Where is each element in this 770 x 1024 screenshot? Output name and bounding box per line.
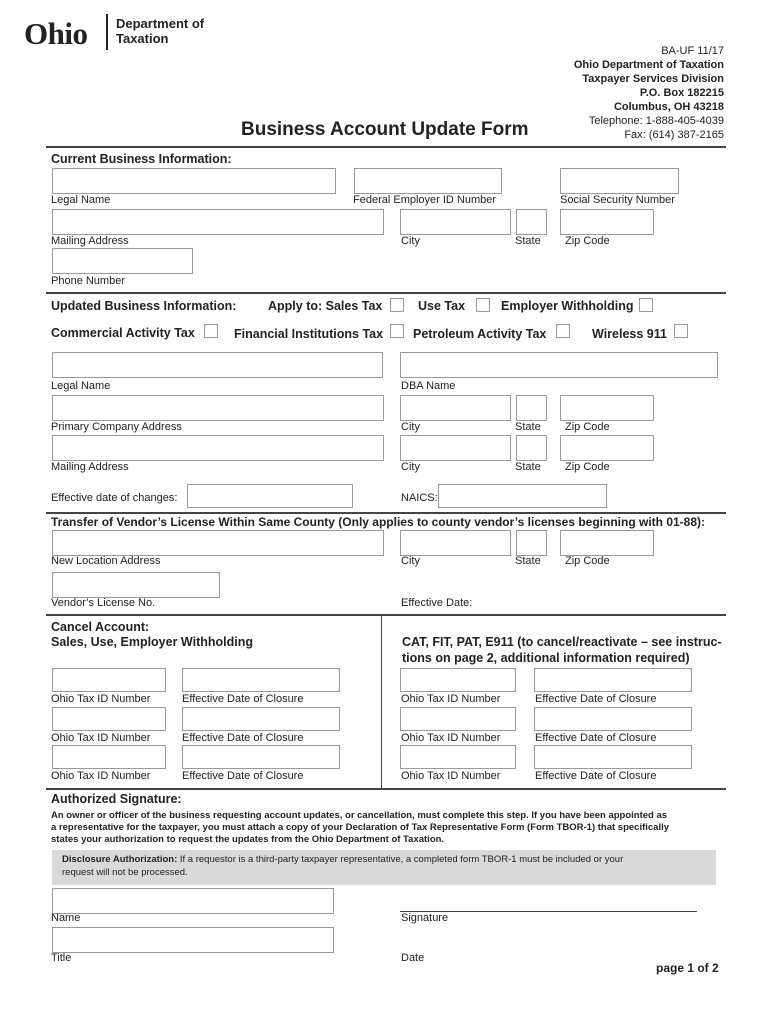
signature-instructions <box>51 810 669 846</box>
updated-mailing-address-label: Mailing Address <box>51 461 129 473</box>
signature-heading: Authorized Signature: <box>51 792 182 806</box>
signer-title-label: Title <box>51 952 72 964</box>
updated-legal-name-field[interactable] <box>52 352 383 378</box>
po-box: P.O. Box 182215 <box>639 87 724 99</box>
updated-mailing-city-label: City <box>401 461 420 473</box>
updated-mailing-state-label: State <box>515 461 541 473</box>
transfer-effective-date-label: Effective Date: <box>401 597 473 609</box>
current-legal-name-label: Legal Name <box>51 194 111 206</box>
current-city-label: City <box>401 235 420 247</box>
disclosure-label: Disclosure Authorization: <box>62 854 178 865</box>
divider <box>46 512 726 514</box>
petroleum-activity-checkbox[interactable] <box>556 324 570 338</box>
updated-heading: Updated Business Information: <box>51 299 237 313</box>
cancel-right-heading-line1: CAT, FIT, PAT, E911 (to cancel/reactivate – see instruc- <box>402 635 722 649</box>
fax: Fax: (614) 387-2165 <box>624 129 724 141</box>
signature-text-line3: states your authorization to request the updates from the Ohio Department of Taxation. <box>51 834 445 845</box>
updated-mailing-state-field[interactable] <box>516 435 547 461</box>
primary-zip-label: Zip Code <box>565 421 610 433</box>
page-number: page 1 of 2 <box>656 961 719 975</box>
city-line: Columbus, OH 43218 <box>613 101 724 113</box>
cancel-tax-id-field[interactable] <box>52 745 166 769</box>
updated-legal-name-label: Legal Name <box>51 380 111 392</box>
effective-date-label: Effective date of changes: <box>51 492 178 504</box>
cancel-cat-closure-date-label: Effective Date of Closure <box>535 770 657 782</box>
telephone: Telephone: 1-888-405-4039 <box>588 115 724 127</box>
cancel-cat-tax-id-field[interactable] <box>400 745 516 769</box>
current-state-label: State <box>515 235 541 247</box>
cancel-closure-date-field[interactable] <box>182 707 340 731</box>
financial-institutions-checkbox[interactable] <box>390 324 404 338</box>
transfer-city-label: City <box>401 555 420 567</box>
logo-word: Ohio <box>24 16 88 51</box>
primary-city-field[interactable] <box>400 395 511 421</box>
divider <box>46 788 726 790</box>
use-tax-checkbox[interactable] <box>476 298 490 312</box>
primary-city-label: City <box>401 421 420 433</box>
employer-withholding-label: Employer Withholding <box>501 299 634 313</box>
cancel-cat-closure-date-label: Effective Date of Closure <box>535 693 657 705</box>
wireless-911-checkbox[interactable] <box>674 324 688 338</box>
cancel-cat-tax-id-field[interactable] <box>400 707 516 731</box>
current-phone-field[interactable] <box>52 248 193 274</box>
cancel-closure-date-label: Effective Date of Closure <box>182 693 304 705</box>
date-label: Date <box>401 952 425 964</box>
current-fein-field[interactable] <box>354 168 502 194</box>
current-fein-label: Federal Employer ID Number <box>353 194 497 206</box>
cancel-closure-date-label: Effective Date of Closure <box>182 732 304 744</box>
cancel-tax-id-field[interactable] <box>52 668 166 692</box>
transfer-zip-field[interactable] <box>560 530 654 556</box>
signer-title-field[interactable] <box>52 927 334 953</box>
current-zip-label: Zip Code <box>565 235 610 247</box>
logo-divider <box>106 14 108 50</box>
employer-withholding-checkbox[interactable] <box>639 298 653 312</box>
current-ssn-field[interactable] <box>560 168 679 194</box>
use-tax-label: Use Tax <box>418 299 466 313</box>
cancel-closure-date-label: Effective Date of Closure <box>182 770 304 782</box>
primary-address-label: Primary Company Address <box>51 421 182 433</box>
cancel-closure-date-field[interactable] <box>182 668 340 692</box>
vendor-license-field[interactable] <box>52 572 220 598</box>
logo-dept-line2: Taxation <box>116 31 169 46</box>
current-mailing-address-field[interactable] <box>52 209 384 235</box>
signer-name-label: Name <box>51 912 81 924</box>
cancel-cat-tax-id-label: Ohio Tax ID Number <box>401 732 501 744</box>
cancel-right-heading-line2: tions on page 2, additional information required) <box>402 651 690 665</box>
apply-sales-tax-label: Apply to: Sales Tax <box>268 299 383 313</box>
signature-text-line2: a representative for the taxpayer, you must attach a copy of your Declaration of Tax Representative Form (Form TBOR-1) that specifically <box>51 822 670 833</box>
wireless-911-label: Wireless 911 <box>592 327 667 341</box>
signature-label: Signature <box>401 912 449 924</box>
disclosure-text-line2: request will not be processed. <box>62 867 188 878</box>
updated-mailing-address-field[interactable] <box>52 435 384 461</box>
divider <box>46 292 726 294</box>
cancel-cat-tax-id-field[interactable] <box>400 668 516 692</box>
cancel-closure-date-field[interactable] <box>182 745 340 769</box>
cancel-heading: Cancel Account: <box>51 620 150 634</box>
current-city-field[interactable] <box>400 209 511 235</box>
disclosure-text <box>62 853 623 879</box>
new-location-label: New Location Address <box>51 555 161 567</box>
cancel-cat-tax-id-label: Ohio Tax ID Number <box>401 693 501 705</box>
transfer-state-label: State <box>515 555 541 567</box>
cancel-cat-closure-date-field[interactable] <box>534 668 692 692</box>
financial-institutions-label: Financial Institutions Tax <box>234 327 384 341</box>
disclosure-text-line1: If a requestor is a third-party taxpayer representative, a completed form TBOR-1 must be included or your <box>177 854 624 865</box>
new-location-field[interactable] <box>52 530 384 556</box>
effective-date-field[interactable] <box>187 484 353 508</box>
form-code: BA-UF 11/17 <box>661 45 724 57</box>
cancel-tax-id-label: Ohio Tax ID Number <box>51 770 151 782</box>
signer-name-field[interactable] <box>52 888 334 914</box>
cancel-subheading: Sales, Use, Employer Withholding <box>51 635 254 649</box>
agency-address <box>574 44 724 142</box>
primary-state-field[interactable] <box>516 395 547 421</box>
primary-zip-field[interactable] <box>560 395 654 421</box>
primary-state-label: State <box>515 421 541 433</box>
updated-mailing-zip-field[interactable] <box>560 435 654 461</box>
form-title: Business Account Update Form <box>241 119 529 140</box>
updated-dba-name-label: DBA Name <box>401 380 456 392</box>
cancel-cat-closure-date-field[interactable] <box>534 707 692 731</box>
current-ssn-label: Social Security Number <box>560 194 675 206</box>
naics-field[interactable] <box>438 484 607 508</box>
cancel-cat-closure-date-label: Effective Date of Closure <box>535 732 657 744</box>
current-state-field[interactable] <box>516 209 547 235</box>
current-mailing-address-label: Mailing Address <box>51 235 129 247</box>
transfer-city-field[interactable] <box>400 530 511 556</box>
naics-label: NAICS: <box>401 492 438 504</box>
cancel-tax-id-field[interactable] <box>52 707 166 731</box>
divider <box>46 614 726 616</box>
agency-name: Ohio Department of Taxation <box>573 59 724 71</box>
primary-address-field[interactable] <box>52 395 384 421</box>
sales-tax-checkbox[interactable] <box>390 298 404 312</box>
signature-text-line1: An owner or officer of the business requesting account updates, or cancellation, must complete this step. If you have been appointed as <box>51 810 668 821</box>
updated-mailing-zip-label: Zip Code <box>565 461 610 473</box>
cancel-cat-closure-date-field[interactable] <box>534 745 692 769</box>
transfer-heading: Transfer of Vendor’s License Within Same County (Only applies to county vendor’s licenses beginning with 01-88): <box>51 515 706 529</box>
cancel-divider <box>381 616 382 788</box>
cancel-cat-tax-id-label: Ohio Tax ID Number <box>401 770 501 782</box>
vendor-license-label: Vendor’s License No. <box>51 597 156 609</box>
commercial-activity-checkbox[interactable] <box>204 324 218 338</box>
current-zip-field[interactable] <box>560 209 654 235</box>
current-legal-name-field[interactable] <box>52 168 336 194</box>
logo-dept-line1: Department of <box>116 16 205 31</box>
division-name: Taxpayer Services Division <box>582 73 724 85</box>
cancel-tax-id-label: Ohio Tax ID Number <box>51 732 151 744</box>
divider <box>46 146 726 148</box>
transfer-zip-label: Zip Code <box>565 555 610 567</box>
petroleum-activity-label: Petroleum Activity Tax <box>413 327 547 341</box>
updated-mailing-city-field[interactable] <box>400 435 511 461</box>
updated-dba-name-field[interactable] <box>400 352 718 378</box>
current-heading: Current Business Information: <box>51 152 232 166</box>
transfer-state-field[interactable] <box>516 530 547 556</box>
cancel-tax-id-label: Ohio Tax ID Number <box>51 693 151 705</box>
current-phone-label: Phone Number <box>51 275 125 287</box>
commercial-activity-label: Commercial Activity Tax <box>51 326 195 340</box>
